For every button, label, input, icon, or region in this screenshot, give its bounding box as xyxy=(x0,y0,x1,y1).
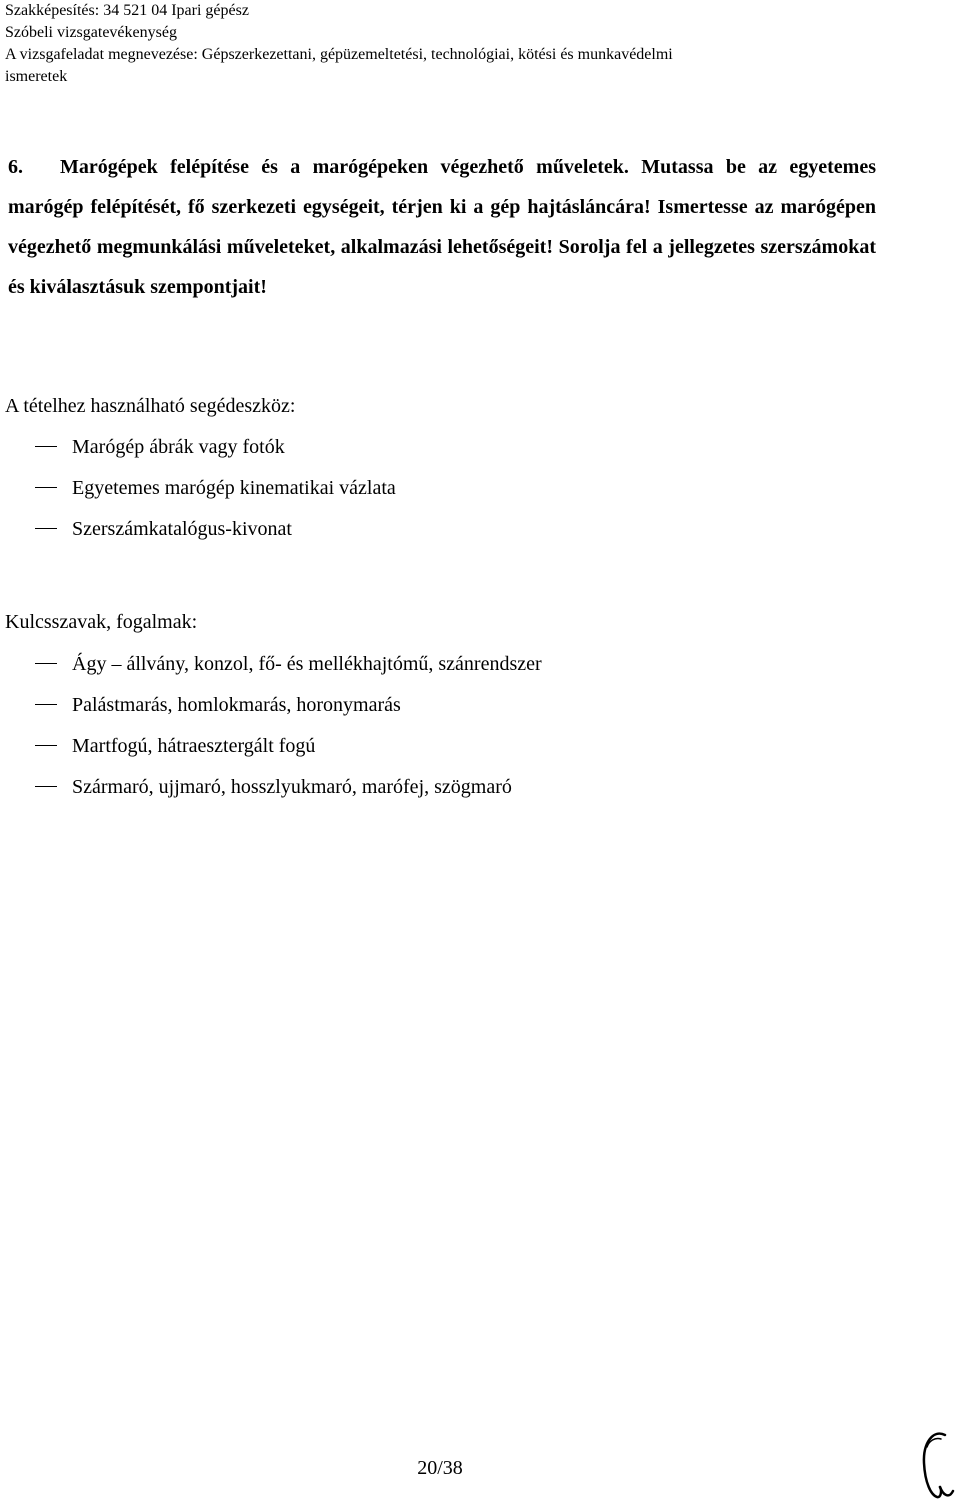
list-item-text: Egyetemes marógép kinematikai vázlata xyxy=(72,477,396,499)
question-text: Marógépek felépítése és a marógépeken végezhető műveletek. Mutassa be az egyetemes marógép felépítését, fő szerkezeti egységeit, térjen ki a gép hajtásláncára! Ismertesse az marógépen végezhető megmunkálási műveleteket, alkalmazási lehetőségeit! Sorolja fel a jellegzetes szerszámokat és kiválasztásuk szempontjait! xyxy=(8,156,876,298)
header-exam-type: Szóbeli vizsgatevékenység xyxy=(5,24,177,41)
list-item-text: Palástmarás, homlokmarás, horonymarás xyxy=(72,694,401,716)
handwritten-signature xyxy=(915,1425,960,1503)
dash-bullet xyxy=(35,663,57,664)
page-number: 20/38 xyxy=(417,1457,463,1479)
header-qualification: Szakképesítés: 34 521 04 Ipari gépész xyxy=(5,2,249,19)
question-block xyxy=(8,147,876,307)
list-item xyxy=(35,775,542,816)
dash-bullet xyxy=(35,487,57,488)
list-item-text: Marógép ábrák vagy fotók xyxy=(72,436,285,458)
list-item-text: Szerszámkatalógus-kivonat xyxy=(72,518,292,540)
dash-bullet xyxy=(35,528,57,529)
list-item-text: Ágy – állvány, konzol, fő- és mellékhajtómű, szánrendszer xyxy=(72,653,542,675)
list-item xyxy=(35,517,396,558)
question-number: 6. xyxy=(8,156,23,178)
dash-bullet xyxy=(35,745,57,746)
list-item-text: Martfogú, hátraesztergált fogú xyxy=(72,735,316,757)
keywords-list xyxy=(35,652,542,816)
header-task-name-continued: ismeretek xyxy=(5,68,68,85)
list-item xyxy=(35,476,396,517)
dash-bullet xyxy=(35,786,57,787)
list-item xyxy=(35,435,396,476)
list-item xyxy=(35,652,542,693)
dash-bullet xyxy=(35,446,57,447)
keywords-title: Kulcsszavak, fogalmak: xyxy=(5,611,198,633)
list-item xyxy=(35,734,542,775)
tools-title: A tételhez használható segédeszköz: xyxy=(5,395,296,417)
document-header xyxy=(5,0,945,88)
header-task-name: A vizsgafeladat megnevezése: Gépszerkezettani, gépüzemeltetési, technológiai, kötési és munkavédelmi xyxy=(5,46,673,63)
tools-list xyxy=(35,435,396,558)
dash-bullet xyxy=(35,704,57,705)
list-item xyxy=(35,693,542,734)
list-item-text: Szármaró, ujjmaró, hosszlyukmaró, marófej, szögmaró xyxy=(72,776,512,798)
